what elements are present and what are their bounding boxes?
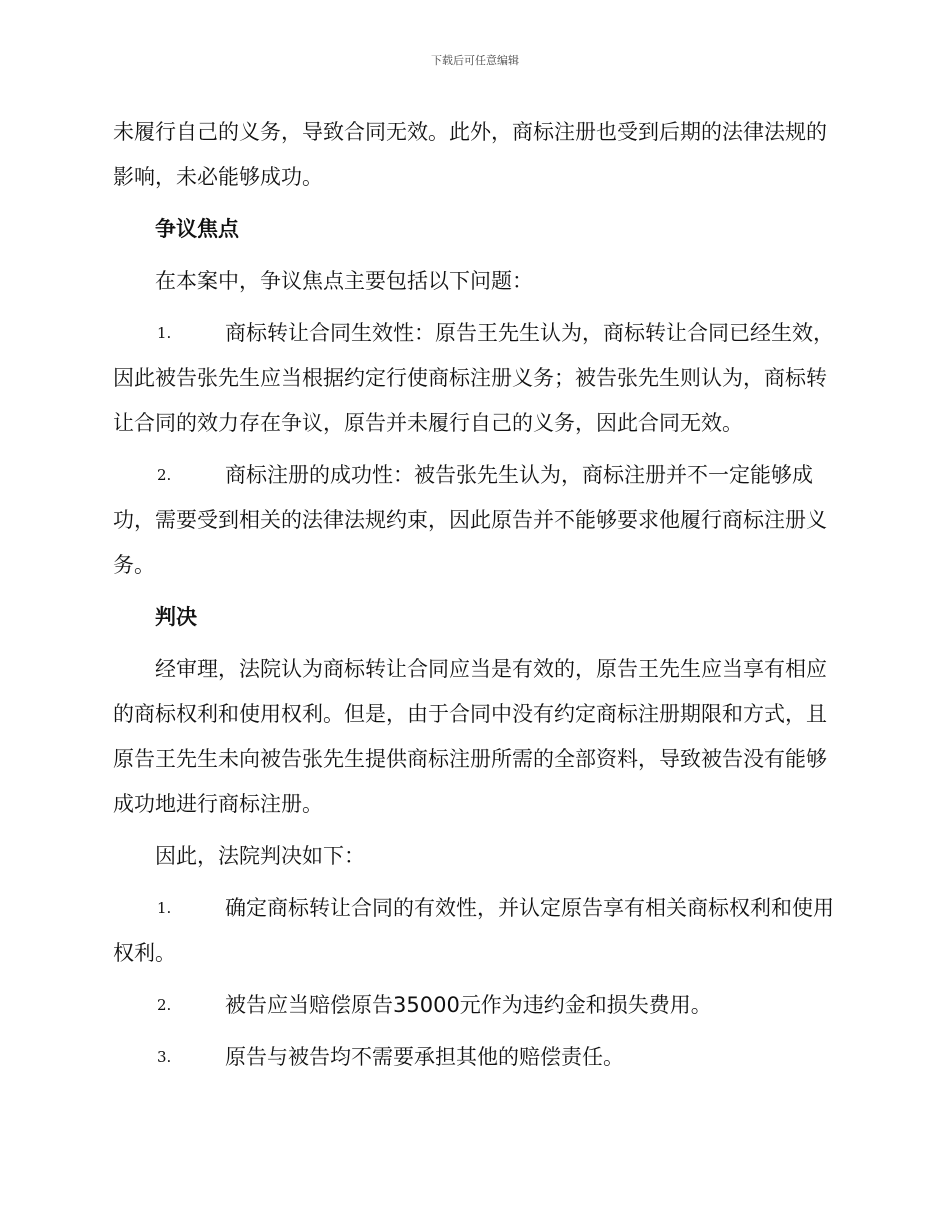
paragraph-judgment-reasoning: 经审理，法院认为商标转让合同应当是有效的，原告王先生应当享有相应的商标权利和使用权利。但是，由于合同中没有约定商标注册期限和方式，且原告王先生未向被告张先生提供商标注册所需的全部资料，导致被告没有能够成功地进行商标注册。 [113, 657, 827, 816]
document-body [113, 110, 837, 1087]
list-number: 1. [157, 899, 172, 917]
list-item-text: 商标转让合同生效性：原告王先生认为，商标转让合同已经生效，因此被告张先生应当根据约定行使商标注册义务；被告张先生则认为，商标转让合同的效力存在争议，原告并未履行自己的义务，因此合同无效。 [113, 321, 834, 435]
judgment-list-item [113, 983, 837, 1028]
page-header: 下载后可任意编辑 [431, 54, 519, 67]
dispute-list-item [113, 453, 837, 588]
dispute-list-item [113, 311, 837, 446]
list-item-text: 原告与被告均不需要承担其他的赔偿责任。 [225, 1045, 624, 1069]
judgment-list-item [113, 886, 837, 976]
list-number: 2. [157, 466, 172, 484]
list-number: 1. [157, 324, 172, 342]
list-item-text: 商标注册的成功性：被告张先生认为，商标注册并不一定能够成功，需要受到相关的法律法规约束，因此原告并不能够要求他履行商标注册义务。 [113, 463, 827, 577]
judgment-list-item [113, 1035, 837, 1080]
list-item-text: 确定商标转让合同的有效性，并认定原告享有相关商标权利和使用权利。 [113, 896, 834, 965]
list-number: 2. [157, 996, 172, 1014]
paragraph-judgment-intro: 因此，法院判决如下： [155, 844, 365, 868]
list-number: 3. [157, 1048, 172, 1066]
section-heading-judgment: 判决 [155, 605, 197, 629]
section-heading-dispute: 争议焦点 [155, 217, 239, 241]
paragraph-dispute-intro: 在本案中，争议焦点主要包括以下问题： [155, 269, 533, 293]
list-item-text: 被告应当赔偿原告35000元作为违约金和损失费用。 [225, 993, 712, 1017]
paragraph-continued: 未履行自己的义务，导致合同无效。此外，商标注册也受到后期的法律法规的影响，未必能够成功。 [113, 120, 827, 189]
